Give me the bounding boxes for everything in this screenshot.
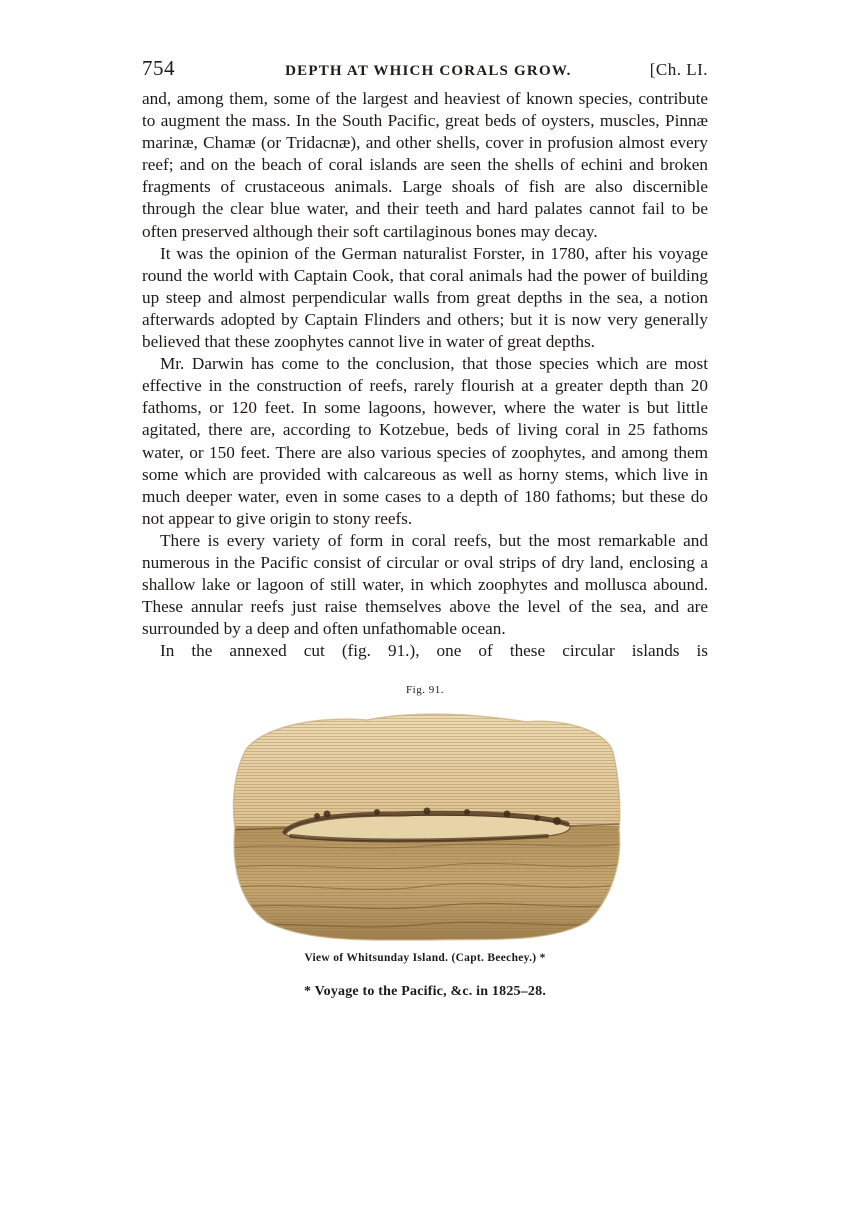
running-title: DEPTH AT WHICH CORALS GROW. <box>285 63 572 79</box>
figure-caption: View of Whitsunday Island. (Capt. Beechey.) * <box>304 952 546 965</box>
footnote: * Voyage to the Pacific, &c. in 1825–28. <box>303 984 547 1000</box>
chapter-reference: [Ch. LI. <box>649 60 708 79</box>
paragraph-continued: and, among them, some of the largest and heaviest of known species, contribute to augment the mass. In the South Pacific, great beds of oysters, muscles, Pinnæ marinæ, Chamæ (or Tridacnæ), and other shells, cover in profusion almost every reef; and on the beach of coral islands are seen the shells of echini and broken fragments of crustaceous animals. Large shoals of fish are also discernible through the clear blue water, and their teeth and hard palates cannot fail to be often preserved although their soft cartilaginous bones may decay. <box>142 89 708 241</box>
paragraph-darwin: Mr. Darwin has come to the conclusion, that those species which are most effective in the construction of reefs, rarely flourish at a greater depth than 20 fathoms, or 120 feet. In some lagoons, however, where the water is but little agitated, there are, according to Kotzebue, beds of living coral in 25 fathoms water, or 150 feet. There are also various species of zoophytes, and among them some which are provided with calcareous as well as horny stems, which live in much deeper water, even in some cases to a depth of 180 fathoms; but these do not appear to give origin to stony reefs. <box>142 354 708 528</box>
paragraph-forster: It was the opinion of the German naturalist Forster, in 1780, after his voyage round the world with Captain Cook, that coral animals had the power of building up steep and almost perpendicular walls from great depths in the sea, a notion afterwards adopted by Captain Flinders and others; but it is now very generally believed that these zoophytes cannot live in water of great depths. <box>142 243 708 352</box>
whitsunday-island-engraving <box>227 708 623 944</box>
body-text <box>142 88 708 662</box>
figure-illustration <box>142 708 708 944</box>
running-head <box>142 56 708 84</box>
book-page <box>142 56 708 1000</box>
paragraph-coral-reef-forms: There is every variety of form in coral reefs, but the most remarkable and numerous in the Pacific consist of circular or oval strips of dry land, enclosing a shallow lake or lagoon of still water, in which zoophytes and mollusca abound. These annular reefs just raise themselves above the level of the sea, and are surrounded by a deep and often unfathomable ocean. <box>142 530 708 639</box>
page-number: 754 <box>142 56 175 80</box>
paragraph-annexed-cut: In the annexed cut (fig. 91.), one of these circular islands is <box>160 641 708 661</box>
figure-label: Fig. 91. <box>406 684 444 697</box>
